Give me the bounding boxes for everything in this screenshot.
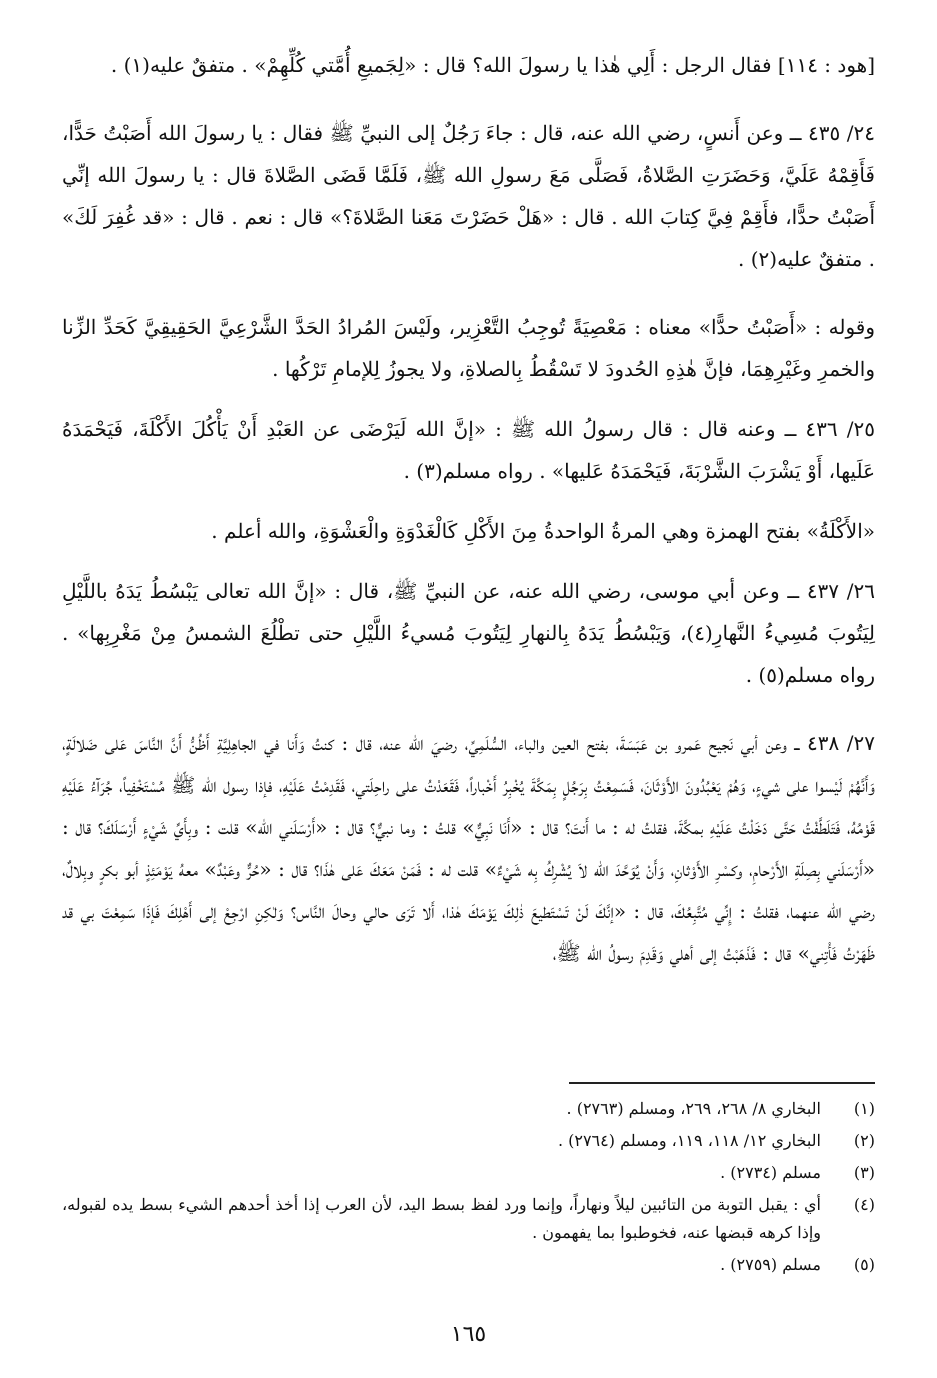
- footnote-item: [62, 1191, 875, 1247]
- footnote-number: (٤): [853, 1195, 875, 1214]
- footnote-text: مسلم (٢٧٥٩) .: [720, 1255, 821, 1274]
- main-text: [62, 44, 875, 974]
- footnote-number: (٥): [853, 1255, 875, 1274]
- paragraph-hadith-438: ٢٧/ ٤٣٨ ــ وعن أبي نَجيح عَمرو بن عَبَسَةَ، بفتح العين والباء، السُّلَمِيِّ، رضيَ الله عنه، قال : كنتُ وَأَنا في الجاهِلِيَّةِ أَظُنُّ أَنَّ النَّاسَ عَلى ضَلالَةٍ، وَأَنَّهُمْ لَيْسوا على شيءٍ، وَهُمْ يَعْبُدُونَ الأَوْثَانَ، فَسَمِعْتُ بِرَجُلٍ بِمَكَّةَ يُخْبِرُ أَخْباراً، فَقَعَدْتُ على راحِلَتي، فَقَدِمْتُ عَلَيْهِ، فإذا رسول الله ﷺ مُسْتَخْفِياً، جُرَآءُ عَلَيْهِ قَوْمُهُ، فَتَلَطَّفْتُ حَتَّى دَخَلْتُ عَلَيْهِ بمكَّةَ، فقلتُ له : ما أَنتَ؟ قال : «أَنَا نَبِيٌّ» قلتُ : وما نبيٌّ؟ قال : «أَرْسَلَني الله» قلت : وبِأَيِّ شَيْءٍ أَرْسَلَكَ؟ قال : «أَرْسَلَني بِصِلَةِ الأَرْحامِ، وكسْرِ الأَوْثانِ، وَأَنْ يُوَحَّدَ الله لاَ يُشْرِكُ بِه شَيْءٌ» قلت له : فَمَنْ مَعَكَ عَلى هٰذَا؟ قال : «حُرٌّ وعَبْدٌ» معهُ يَوْمَئِذٍ أبو بكرٍ وبِلالٌ، رضي الله عنهما، فقلتُ : إِنِّي مُتَّبِعُكَ، قال : «إنَّكَ لَنْ تَسْتَطيعَ ذٰلِكَ يَوْمَكَ هٰذا، أَلا تَرَى حالي وحالَ النَّاس؟ وَلٰكِنِ ارْجِعْ إلى أَهْلِكَ فَإذَا سَمِعْتَ بي قد ظَهَرْتُ فَأْتِني» قال : فَذَهَبْتُ إلى أهلي وَقَدِمَ رسولُ الله ﷺ،: [62, 731, 875, 965]
- footnote-divider: [569, 1082, 875, 1084]
- footnotes: [62, 1095, 875, 1283]
- footnote-item: [62, 1159, 875, 1187]
- paragraph-commentary-436: «الأَكْلَةُ» بفتح الهمزة وهي المرةُ الواحدةُ مِنَ الأَكْلِ كَالْغَدْوَةِ والْعَشْوَةِ، والله أعلم .: [211, 519, 875, 543]
- footnote-number: (٣): [853, 1163, 875, 1182]
- paragraph-commentary-435: وقوله : «أَصَبْتُ حدًّا» معناه : مَعْصِيَةً تُوجِبُ التَّعْزِير، ولَيْسَ المُرادُ الحَدَّ الشَّرْعِيَّ الحَقِيقِيَّ كَحَدِّ الزِّنا والخمرِ وغَيْرِهِمَا، فإنَّ هٰذِهِ الحُدودَ لا تَسْقُطُ بِالصلاةِ، ولا يجوزُ لِلإمامِ تَرْكُها .: [62, 315, 875, 381]
- footnote-item: [62, 1251, 875, 1279]
- footnote-item: [62, 1127, 875, 1155]
- footnote-text: أي : يقبل التوبة من التائبين ليلاً ونهاراً، وإنما ورد لفظ بسط اليد، لأن العرب إذا أخذ أحدهم الشيء بسط يده لقبوله، وإذا كرهه قبضها عنه، فخوطبوا بما يفهمون .: [62, 1195, 821, 1242]
- page-number: ١٦٥: [450, 1322, 487, 1347]
- footnote-text: مسلم (٢٧٣٤) .: [720, 1163, 821, 1182]
- paragraph-hadith-436: ٢٥/ ٤٣٦ ــ وعنه قال : قال رسولُ الله ﷺ : «إنَّ الله لَيَرْضَى عن العَبْدِ أَنْ يَأْكُلَ الأَكْلَةَ، فَيَحْمَدَهُ عَلَيها، أَوْ يَشْرَبَ الشَّرْبَةَ، فَيَحْمَدَهُ عَليها» . رواه مسلم(٣) .: [62, 417, 875, 483]
- paragraph-hud-verse: [هود : ١١٤] فقال الرجل : أَلِي هٰذا يا رسولَ الله؟ قال : «لِجَميعِ أُمَّتي كُلِّهِمْ» . متفقٌ عليه(١) .: [110, 53, 875, 77]
- footnote-item: [62, 1095, 875, 1123]
- footnote-number: (١): [853, 1099, 875, 1118]
- footnote-number: (٢): [853, 1131, 875, 1150]
- footnote-text: البخاري ١٢/ ١١٨، ١١٩، ومسلم (٢٧٦٤) .: [557, 1131, 821, 1150]
- paragraph-hadith-437: ٢٦/ ٤٣٧ ــ وعن أبي موسى، رضي الله عنه، عن النبيِّ ﷺ، قال : «إنَّ الله تعالى يَبْسُطُ يَدَهُ باللَّيْلِ لِيَتُوبَ مُسِيءُ النَّهارِ(٤)، وَيَبْسُطُ يَدَهُ بِالنهارِ لِيَتُوبَ مُسيءُ اللَّيْلِ حتى تطْلُعَ الشمسُ مِنْ مَغْرِبِها» . رواه مسلم(٥) .: [62, 579, 875, 687]
- footnote-text: البخاري ٨/ ٢٦٨، ٢٦٩، ومسلم (٢٧٦٣) .: [566, 1099, 821, 1118]
- paragraph-hadith-435: ٢٤/ ٤٣٥ ــ وعن أَنسٍ، رضي الله عنه، قال : جاءَ رَجُلٌ إلى النبيِّ ﷺ فقال : يا رسولَ الله أَصَبْتُ حَدًّا، فَأَقِمْهُ عَلَيَّ، وَحَضَرَتِ الصَّلاةُ، فَصَلَّى مَعَ رسولِ الله ﷺ، فَلَمَّا قَضَى الصَّلاةَ قال : يا رسولَ الله إنِّي أَصَبْتُ حدًّا، فأَقِمْ فِيَّ كِتابَ الله . قال : «هَلْ حَضَرْتَ مَعَنا الصَّلاةَ؟» قال : نعم . قال : «قد غُفِرَ لَكَ» . متفقٌ عليه(٢) .: [62, 121, 875, 271]
